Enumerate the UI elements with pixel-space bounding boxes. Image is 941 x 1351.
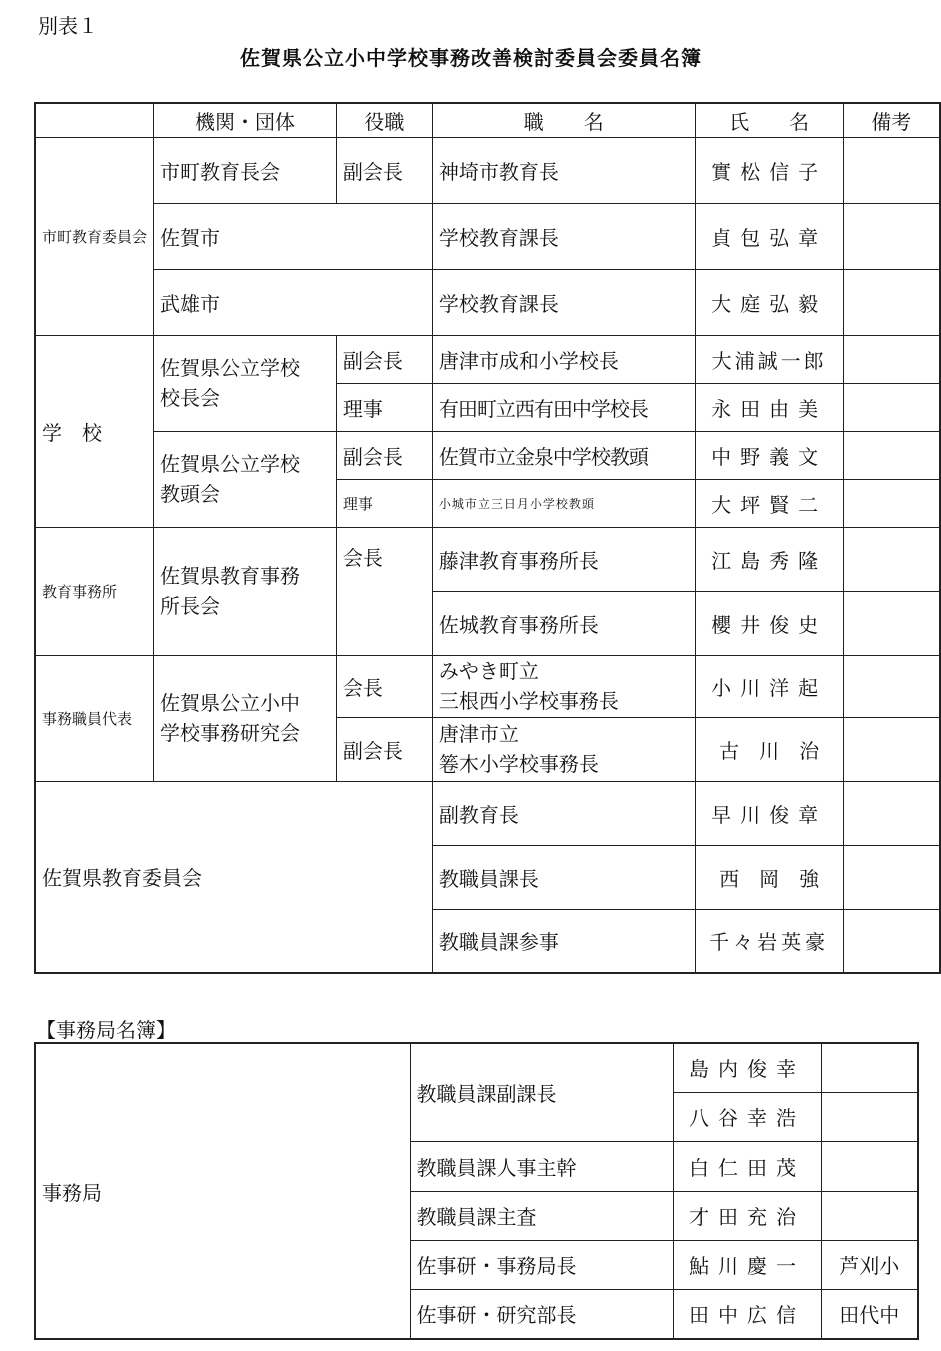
note-cell <box>843 655 940 717</box>
org-line: 教頭会 <box>160 482 221 506</box>
role-cell: 副会長 <box>336 335 432 383</box>
note-cell <box>843 335 940 383</box>
org-cell <box>154 335 337 431</box>
secretariat-group: 事務局 <box>35 1043 410 1339</box>
role-cell: 会長 <box>336 655 432 717</box>
job-cell: 唐津市成和小学校長 <box>432 335 695 383</box>
name-cell: 永田由美 <box>695 383 843 431</box>
name-cell: 島内俊幸 <box>673 1043 821 1092</box>
role-cell: 副会長 <box>336 717 432 781</box>
org-line: 佐賀県教育事務 <box>160 564 301 588</box>
name-cell: 鮎川慶一 <box>673 1240 821 1289</box>
note-cell <box>821 1191 918 1240</box>
job-cell: 教職員課主査 <box>410 1191 673 1240</box>
note-cell <box>843 717 940 781</box>
name-cell: 田中広信 <box>673 1289 821 1339</box>
note-cell <box>843 591 940 655</box>
name-cell: 八谷幸浩 <box>673 1092 821 1141</box>
role-cell: 副会長 <box>336 431 432 479</box>
job-cell: 小城市立三日月小学校教頭 <box>432 479 695 527</box>
name-cell: 西 岡 強 <box>695 845 843 909</box>
job-cell: 神埼市教育長 <box>432 137 695 203</box>
group-office: 教育事務所 <box>35 527 154 655</box>
name-cell: 貞包弘章 <box>695 203 843 269</box>
header-role: 役職 <box>336 103 432 137</box>
org-line: 佐賀県公立学校 <box>160 356 301 380</box>
header-job: 職 名 <box>432 103 695 137</box>
note-cell <box>843 479 940 527</box>
job-cell: 有田町立西有田中学校長 <box>432 383 695 431</box>
name-cell: 大浦誠一郎 <box>695 335 843 383</box>
org-line: 校長会 <box>160 386 221 410</box>
role-cell: 理事 <box>336 479 432 527</box>
committee-member-table <box>34 102 941 974</box>
job-cell: 教職員課副課長 <box>410 1043 673 1141</box>
name-cell: 中野義文 <box>695 431 843 479</box>
table-row <box>35 431 940 479</box>
annex-label: 別表１ <box>38 14 98 38</box>
header-note: 備考 <box>843 103 940 137</box>
job-line: 唐津市立 <box>438 722 519 746</box>
name-cell: 江島秀隆 <box>695 527 843 591</box>
page-title: 佐賀県公立小中学校事務改善検討委員会委員名簿 <box>240 46 702 70</box>
job-line: 三根西小学校事務長 <box>438 689 619 713</box>
note-cell <box>843 431 940 479</box>
table-row <box>35 781 940 845</box>
header-cell-blank <box>35 103 154 137</box>
name-cell: 才田充治 <box>673 1191 821 1240</box>
note-cell <box>843 137 940 203</box>
note-cell <box>843 203 940 269</box>
job-cell: 佐城教育事務所長 <box>432 591 695 655</box>
org-cell <box>154 655 337 781</box>
job-line: 箞木小学校事務長 <box>438 752 599 776</box>
group-board: 佐賀県教育委員会 <box>35 781 432 973</box>
table-row <box>35 1043 918 1092</box>
name-cell: 早川俊章 <box>695 781 843 845</box>
org-cell: 市町教育長会 <box>154 137 337 203</box>
note-cell <box>843 909 940 973</box>
group-school: 学 校 <box>35 335 154 527</box>
org-cell <box>154 431 337 527</box>
name-cell: 大庭弘毅 <box>695 269 843 335</box>
role-cell: 副会長 <box>336 137 432 203</box>
org-cell <box>154 527 337 655</box>
name-cell: 古 川 治 <box>695 717 843 781</box>
role-cell: 理事 <box>336 383 432 431</box>
table-row <box>35 335 940 383</box>
job-cell: 副教育長 <box>432 781 695 845</box>
table-row <box>35 527 940 591</box>
org-line: 所長会 <box>160 594 221 618</box>
note-cell <box>843 269 940 335</box>
name-cell: 千々岩英豪 <box>695 909 843 973</box>
name-cell: 小川洋起 <box>695 655 843 717</box>
org-cell: 佐賀市 <box>154 203 433 269</box>
job-cell: 佐事研・研究部長 <box>410 1289 673 1339</box>
note-cell <box>843 845 940 909</box>
group-municipal: 市町教育委員会 <box>35 137 154 335</box>
table-header-row <box>35 103 940 137</box>
note-cell <box>843 383 940 431</box>
job-cell: 教職員課参事 <box>432 909 695 973</box>
org-line: 学校事務研究会 <box>160 721 301 745</box>
name-cell: 白仁田茂 <box>673 1141 821 1191</box>
org-cell: 武雄市 <box>154 269 433 335</box>
table-row <box>35 269 940 335</box>
name-cell: 實松信子 <box>695 137 843 203</box>
name-cell: 櫻井俊史 <box>695 591 843 655</box>
job-cell: 藤津教育事務所長 <box>432 527 695 591</box>
job-cell <box>432 717 695 781</box>
note-cell <box>821 1092 918 1141</box>
note-cell <box>821 1043 918 1092</box>
table-row <box>35 203 940 269</box>
secretariat-heading: 【事務局名簿】 <box>36 1018 176 1042</box>
job-line: みやき町立 <box>438 659 539 683</box>
note-cell: 田代中 <box>821 1289 918 1339</box>
secretariat-table <box>34 1042 919 1340</box>
job-cell: 教職員課長 <box>432 845 695 909</box>
job-cell: 学校教育課長 <box>432 203 695 269</box>
job-cell <box>432 655 695 717</box>
note-cell <box>843 781 940 845</box>
org-line: 佐賀県公立学校 <box>160 452 301 476</box>
note-cell: 芦刈小 <box>821 1240 918 1289</box>
header-name: 氏 名 <box>695 103 843 137</box>
job-cell: 佐賀市立金泉中学校教頭 <box>432 431 695 479</box>
note-cell <box>843 527 940 591</box>
job-cell: 学校教育課長 <box>432 269 695 335</box>
org-line: 佐賀県公立小中 <box>160 691 301 715</box>
note-cell <box>821 1141 918 1191</box>
header-org: 機関・団体 <box>154 103 337 137</box>
group-clerical: 事務職員代表 <box>35 655 154 781</box>
job-cell: 教職員課人事主幹 <box>410 1141 673 1191</box>
role-cell: 会長 <box>336 527 432 655</box>
name-cell: 大坪賢二 <box>695 479 843 527</box>
job-cell: 佐事研・事務局長 <box>410 1240 673 1289</box>
table-row <box>35 137 940 203</box>
table-row <box>35 655 940 717</box>
